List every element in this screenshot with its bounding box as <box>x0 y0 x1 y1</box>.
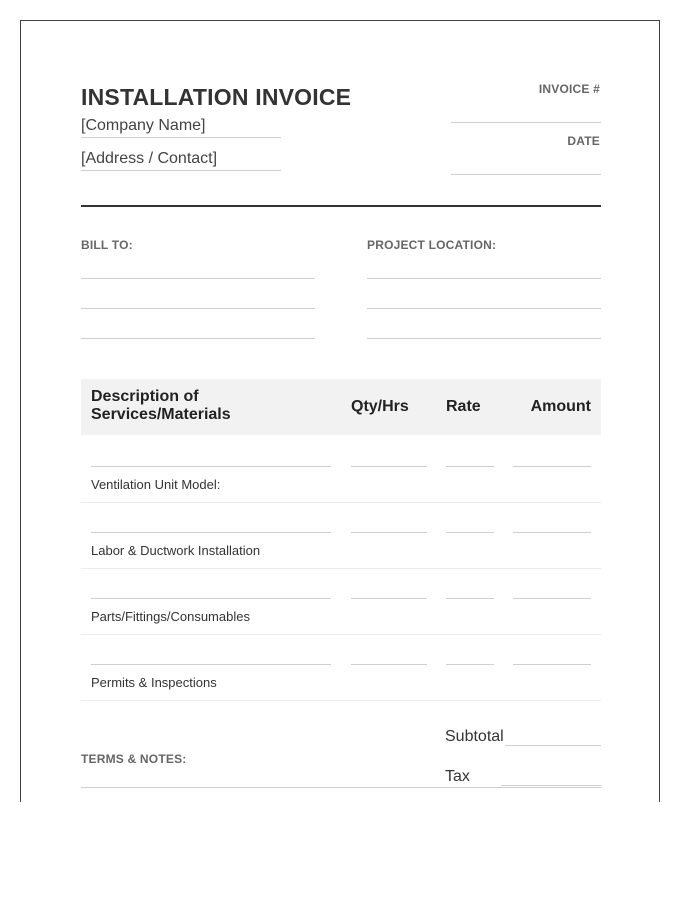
table-header <box>81 379 601 435</box>
bill-to-line-3[interactable] <box>81 338 315 339</box>
qty-column-header: Qty/Hrs <box>351 398 409 415</box>
address-contact-field[interactable]: [Address / Contact] <box>81 150 218 167</box>
invoice-page <box>20 20 660 802</box>
project-location-line-2[interactable] <box>367 308 601 309</box>
company-name-underline <box>81 137 281 138</box>
rate-field-4[interactable] <box>446 664 494 665</box>
row-separator <box>81 502 601 503</box>
rate-column-header: Rate <box>446 398 481 415</box>
terms-notes-label: TERMS & NOTES: <box>81 752 187 766</box>
address-contact-underline <box>81 170 281 171</box>
row-separator <box>81 568 601 569</box>
rate-field-1[interactable] <box>446 466 494 467</box>
rate-field-2[interactable] <box>446 532 494 533</box>
qty-field-1[interactable] <box>351 466 427 467</box>
subtotal-field[interactable] <box>505 745 601 746</box>
tax-label: Tax <box>445 768 470 785</box>
rate-field-3[interactable] <box>446 598 494 599</box>
row-label-parts-fittings: Parts/Fittings/Consumables <box>91 609 250 624</box>
bill-to-line-2[interactable] <box>81 308 315 309</box>
invoice-number-label: INVOICE # <box>538 82 600 96</box>
bill-to-line-1[interactable] <box>81 278 315 279</box>
bill-to-label: BILL TO: <box>81 238 133 252</box>
qty-field-2[interactable] <box>351 532 427 533</box>
project-location-line-1[interactable] <box>367 278 601 279</box>
description-field-3[interactable] <box>91 598 331 599</box>
amount-field-3[interactable] <box>513 598 591 599</box>
header-divider <box>81 205 601 207</box>
description-field-1[interactable] <box>91 466 331 467</box>
subtotal-label: Subtotal <box>445 728 504 745</box>
company-name-field[interactable]: [Company Name] <box>81 117 206 134</box>
amount-column-header: Amount <box>530 398 591 415</box>
project-location-line-3[interactable] <box>367 338 601 339</box>
project-location-label: PROJECT LOCATION: <box>367 238 497 252</box>
description-field-4[interactable] <box>91 664 331 665</box>
terms-notes-line[interactable] <box>81 787 601 788</box>
amount-field-2[interactable] <box>513 532 591 533</box>
qty-field-4[interactable] <box>351 664 427 665</box>
qty-field-3[interactable] <box>351 598 427 599</box>
row-separator <box>81 634 601 635</box>
date-label: DATE <box>567 134 600 148</box>
row-separator <box>81 700 601 701</box>
invoice-title: INSTALLATION INVOICE <box>81 84 352 110</box>
amount-field-4[interactable] <box>513 664 591 665</box>
amount-field-1[interactable] <box>513 466 591 467</box>
description-column-header: Description of Services/Materials <box>91 388 231 423</box>
invoice-number-field[interactable] <box>451 122 601 123</box>
row-label-labor-ductwork: Labor & Ductwork Installation <box>91 543 261 558</box>
date-field[interactable] <box>451 174 601 175</box>
description-field-2[interactable] <box>91 532 331 533</box>
tax-field[interactable] <box>501 785 601 786</box>
row-label-permits-inspections: Permits & Inspections <box>91 675 217 690</box>
row-label-ventilation-unit: Ventilation Unit Model: <box>91 477 221 492</box>
